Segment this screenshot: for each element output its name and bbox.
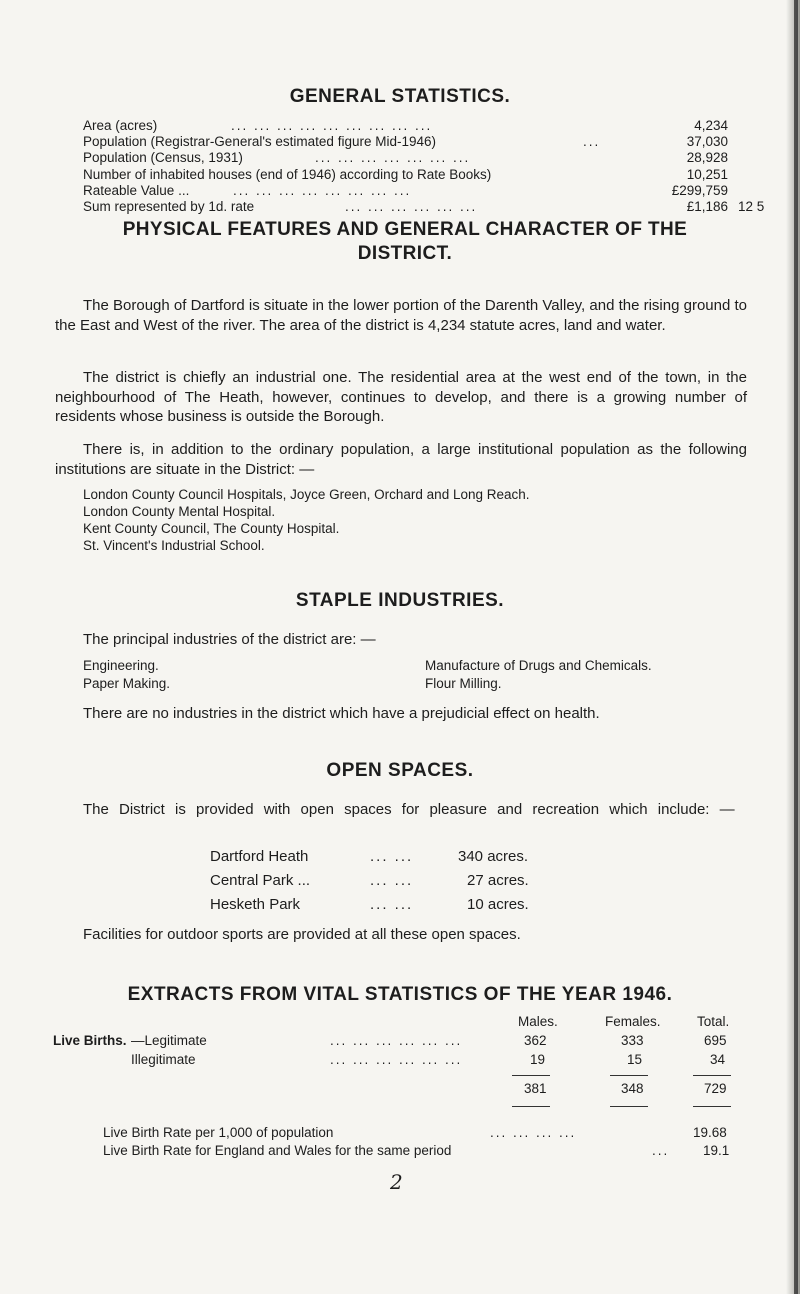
leader-dots: ... ... bbox=[370, 896, 414, 913]
stat-row-houses bbox=[83, 167, 783, 183]
open-space-name: Hesketh Park bbox=[210, 896, 301, 913]
stat-row-area bbox=[83, 118, 783, 134]
open-space-acres: 27 acres. bbox=[467, 872, 529, 889]
column-header-total: Total. bbox=[697, 1014, 730, 1029]
leader-dots: ... ... ... ... ... ... bbox=[345, 198, 478, 214]
stat-label: Rateable Value ... bbox=[83, 182, 190, 198]
open-space-row bbox=[0, 896, 800, 918]
total-rule-males bbox=[512, 1106, 550, 1107]
birth-rate-row-local bbox=[0, 1125, 800, 1143]
total-rule-females bbox=[610, 1106, 648, 1107]
table-row-totals bbox=[0, 1081, 800, 1099]
staple-industries-intro: The principal industries of the district are: — bbox=[83, 631, 376, 648]
physical-features-title-line2: DISTRICT. bbox=[357, 243, 453, 264]
leader-dots: ... ... ... ... ... ... bbox=[330, 1052, 463, 1067]
stat-value: 37,030 bbox=[686, 134, 728, 150]
vital-statistics-title: EXTRACTS FROM VITAL STATISTICS OF THE YEAR 1946. bbox=[127, 984, 673, 1005]
industry-item: Paper Making. bbox=[83, 676, 171, 691]
stat-value: £299,759 bbox=[671, 182, 728, 198]
physical-features-paragraph-3: There is, in addition to the ordinary population, a large institutional population as the following institutions are situate in the District: — bbox=[55, 441, 747, 478]
institution-item: London County Mental Hospital. bbox=[83, 504, 276, 519]
stat-value: 10,251 bbox=[686, 166, 728, 182]
table-row-legitimate bbox=[0, 1033, 800, 1051]
page-edge-line bbox=[794, 0, 798, 1294]
industry-item: Manufacture of Drugs and Chemicals. bbox=[425, 658, 652, 673]
total-total: 729 bbox=[704, 1081, 727, 1096]
stat-value: 4,234 bbox=[694, 118, 728, 133]
cell-females: 333 bbox=[621, 1033, 644, 1048]
industry-item: Engineering. bbox=[83, 658, 159, 673]
open-spaces-title: OPEN SPACES. bbox=[326, 760, 474, 781]
stat-suffix-shillings-pence: 12 5 bbox=[738, 198, 765, 214]
leader-dots: ... ... ... ... ... ... ... bbox=[315, 150, 471, 166]
stat-label: Population (Census, 1931) bbox=[83, 150, 243, 166]
stat-row-rateable-value bbox=[83, 183, 783, 199]
open-space-acres: 10 acres. bbox=[467, 896, 529, 913]
cell-total: 34 bbox=[710, 1052, 726, 1067]
rate-label: Live Birth Rate for England and Wales for the same period bbox=[103, 1143, 452, 1158]
leader-dots: ... ... bbox=[370, 848, 414, 865]
stat-label: Sum represented by 1d. rate bbox=[83, 198, 255, 214]
rate-label: Live Birth Rate per 1,000 of population bbox=[103, 1125, 334, 1140]
page-number: 2 bbox=[390, 1170, 403, 1194]
leader-dots: ... ... ... ... ... ... bbox=[330, 1033, 463, 1048]
stat-row-population-estimate bbox=[83, 134, 783, 150]
stat-value: £1,186 bbox=[686, 198, 728, 214]
cell-males: 19 bbox=[530, 1052, 546, 1067]
industries-health-note: There are no industries in the district which have a prejudicial effect on health. bbox=[83, 705, 600, 722]
open-space-name: Central Park ... bbox=[210, 872, 311, 889]
stat-label: Population (Registrar-General's estimated figure Mid-1946) bbox=[83, 134, 436, 150]
sum-rule-total bbox=[693, 1075, 731, 1076]
institution-item: St. Vincent's Industrial School. bbox=[83, 538, 265, 553]
row-label: —Legitimate bbox=[131, 1033, 207, 1048]
leader-dots: ... bbox=[583, 134, 601, 150]
stat-label: Area (acres) bbox=[83, 118, 158, 133]
physical-features-paragraph-1: The Borough of Dartford is situate in the lower portion of the Darenth Valley, and the rising ground to the East and West of the river. The area of the district is 4,234 statute acres, land and water. bbox=[55, 297, 747, 334]
column-header-males: Males. bbox=[518, 1014, 558, 1029]
total-females: 348 bbox=[621, 1081, 644, 1096]
stat-value: 28,928 bbox=[686, 150, 728, 166]
open-space-row bbox=[0, 848, 800, 870]
general-statistics-list bbox=[83, 118, 783, 215]
column-header-females: Females. bbox=[605, 1014, 661, 1029]
open-spaces-intro: The District is provided with open spaces for pleasure and recreation which include: — bbox=[83, 801, 735, 818]
group-label-live-births: Live Births. bbox=[53, 1033, 127, 1048]
rate-value: 19.1 bbox=[703, 1143, 730, 1158]
physical-features-title bbox=[80, 218, 730, 266]
total-males: 381 bbox=[524, 1081, 547, 1096]
industry-item: Flour Milling. bbox=[425, 676, 502, 691]
leader-dots: ... bbox=[652, 1143, 670, 1158]
leader-dots: ... ... ... ... bbox=[490, 1125, 577, 1140]
cell-total: 695 bbox=[704, 1033, 727, 1048]
staple-industries-title: STAPLE INDUSTRIES. bbox=[295, 590, 505, 611]
open-space-row bbox=[0, 872, 800, 894]
stat-row-population-census bbox=[83, 150, 783, 166]
sum-rule-males bbox=[512, 1075, 550, 1076]
cell-females: 15 bbox=[627, 1052, 643, 1067]
leader-dots: ... ... bbox=[370, 872, 414, 889]
stat-label: Number of inhabited houses (end of 1946) according to Rate Books) bbox=[83, 166, 492, 182]
open-spaces-facilities-note: Facilities for outdoor sports are provided at all these open spaces. bbox=[83, 926, 521, 943]
birth-rate-row-england-wales bbox=[0, 1143, 800, 1161]
leader-dots: ... ... ... ... ... ... ... ... ... bbox=[231, 118, 433, 133]
cell-males: 362 bbox=[524, 1033, 547, 1048]
table-row-illegitimate bbox=[0, 1052, 800, 1070]
rate-value: 19.68 bbox=[693, 1125, 727, 1140]
general-statistics-title: GENERAL STATISTICS. bbox=[289, 86, 511, 107]
leader-dots: ... ... ... ... ... ... ... ... bbox=[233, 182, 412, 198]
sum-rule-females bbox=[610, 1075, 648, 1076]
total-rule-total bbox=[693, 1106, 731, 1107]
row-label: Illegitimate bbox=[131, 1052, 196, 1067]
physical-features-title-line1: PHYSICAL FEATURES AND GENERAL CHARACTER OF THE bbox=[122, 219, 688, 240]
institution-item: Kent County Council, The County Hospital. bbox=[83, 521, 340, 536]
open-space-acres: 340 acres. bbox=[458, 848, 529, 865]
stat-row-rate-sum bbox=[83, 199, 783, 215]
physical-features-paragraph-2: The district is chiefly an industrial one. The residential area at the west end of the town, in the neighbourhood of The Heath, however, continues to develop, and there is a growing number of residents whose business is outside the Borough. bbox=[55, 369, 747, 425]
open-space-name: Dartford Heath bbox=[210, 848, 309, 865]
institution-item: London County Council Hospitals, Joyce Green, Orchard and Long Reach. bbox=[83, 487, 530, 502]
